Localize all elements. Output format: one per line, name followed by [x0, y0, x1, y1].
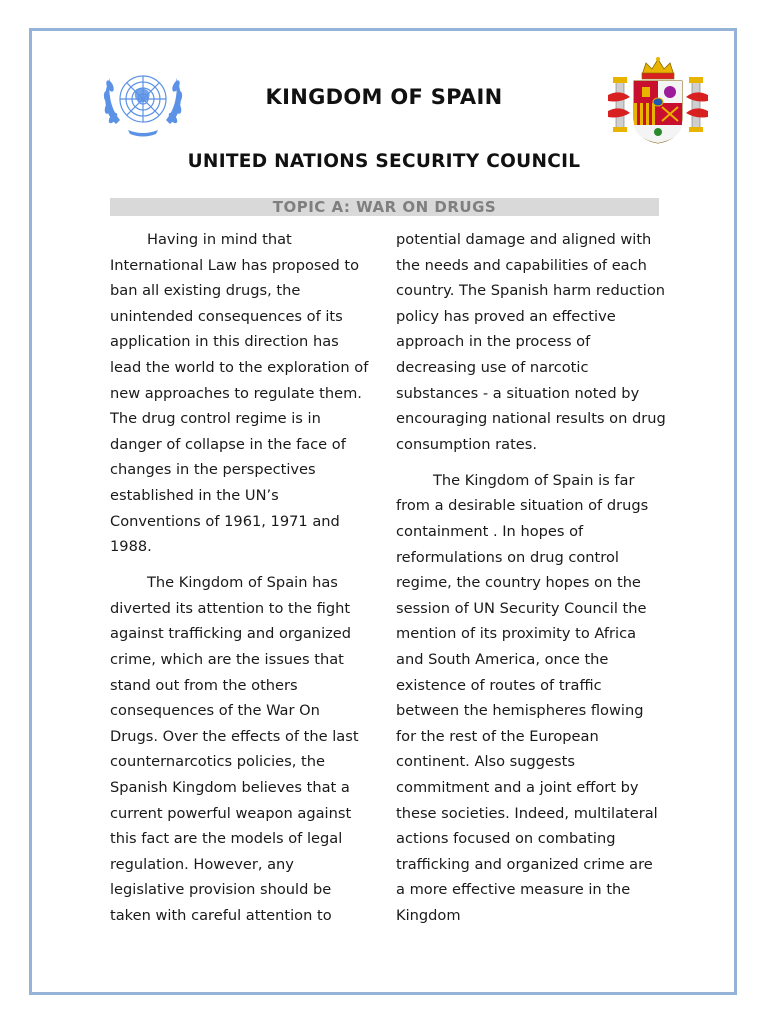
paragraph: potential damage and aligned with the needs and capabilities of each country. The Spanish harm reduction policy has proved an effective approach in the process of decreasing use of narcotic substances - a situation noted by encouraging national results on drug consumption rates.: [396, 231, 666, 453]
country-title: KINGDOM OF SPAIN: [265, 85, 503, 109]
paragraph: Having in mind that International Law has proposed to ban all existing drugs, the unintended consequences of its application in this direction has lead the world to the exploration of new approaches to regulate them. The drug control regime is in danger of collapse in the face of changes in the perspectives established in the UN’s Conventions of 1961, 1971 and 1988.: [110, 231, 369, 556]
right-column: [396, 227, 666, 929]
left-column: [110, 227, 372, 929]
committee-title: UNITED NATIONS SECURITY COUNCIL: [187, 151, 581, 172]
paragraph: The Kingdom of Spain has diverted its attention to the fight against trafficking and organized crime, which are the issues that stand out from the others consequences of the War On Drugs. Over the effects of the last counternarcotics policies, the Spanish Kingdom believes that a current powerful weapon against this fact are the models of legal regulation. However, any legislative provision should be taken with careful attention to: [110, 574, 359, 924]
topic-banner: TOPIC A: WAR ON DRUGS: [110, 198, 659, 216]
paragraph: The Kingdom of Spain is far from a desirable situation of drugs containment . In hopes of reformulations on drug control regime, the country hopes on the session of UN Security Council the mention of its proximity to Africa and South America, once the existence of routes of traffic between the hemispheres flowing for the rest of the European continent. Also suggests commitment and a joint effort by these societies. Indeed, multilateral actions focused on combating trafficking and organized crime are a more effective measure in the Kingdom: [396, 471, 658, 924]
